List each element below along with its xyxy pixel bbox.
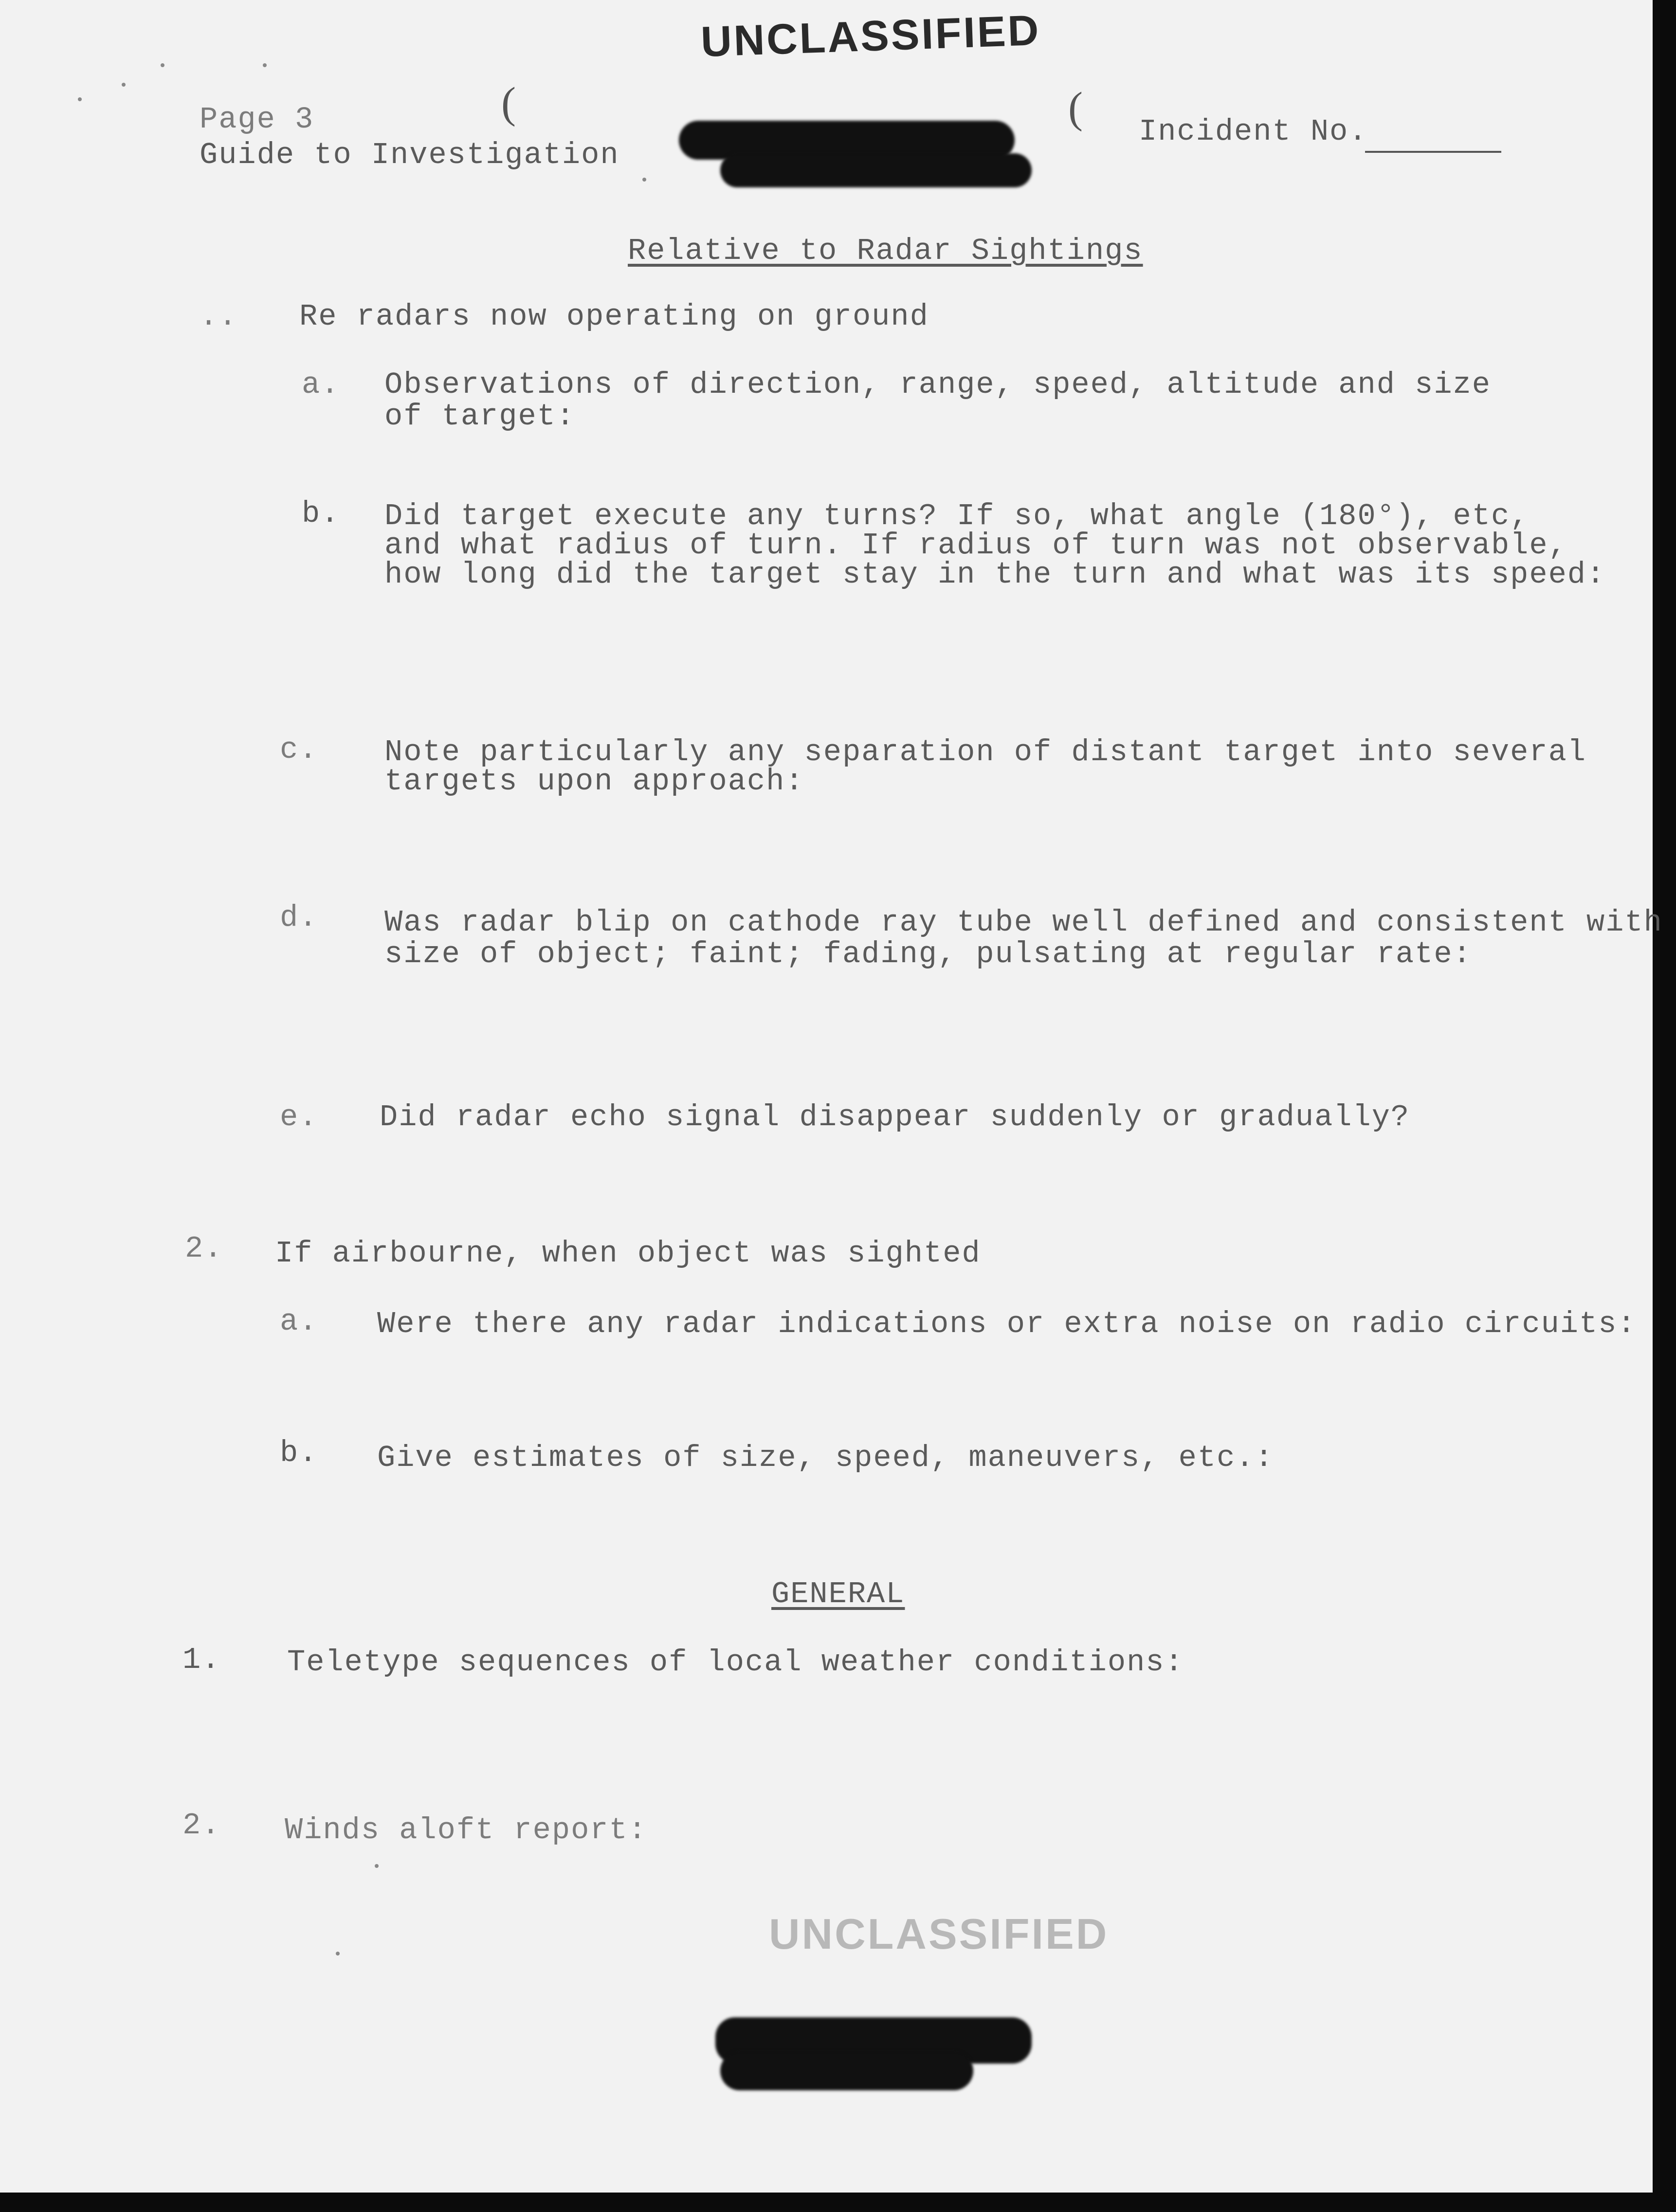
incident-label: Incident No. [1139,114,1368,149]
item-1b-letter: b. [302,496,340,531]
scan-edge-right [1653,0,1676,2212]
section-title-radar: Relative to Radar Sightings [628,234,1143,268]
scan-speck [122,83,126,87]
scan-speck [375,1864,379,1868]
item-2a-line-1: Were there any radar indications or extra noise on radio circuits: [377,1307,1637,1341]
item-1c-line-2: targets upon approach: [384,764,804,799]
guide-title: Guide to Investigation [200,138,619,172]
incident-number-blank [1365,151,1501,153]
item-1d-line-1: Was radar blip on cathode ray tube well defined and consistent with [384,905,1663,940]
item-2-number: 2. [185,1231,223,1266]
classification-stamp-bottom: UNCLASSIFIED [769,1910,1109,1958]
scan-speck [161,63,164,67]
item-2b-letter: b. [280,1436,318,1470]
general-item-2-number: 2. [182,1808,221,1843]
redaction-bar-top-2 [720,153,1032,187]
scan-speck [336,1952,340,1956]
page-label: Page 3 [200,102,314,137]
paren-mark-right: ( [1068,84,1083,132]
item-1c-letter: c. [280,732,318,767]
item-1a-line-2: of target: [384,399,576,434]
item-1a-line-1: Observations of direction, range, speed, altitude and size [384,367,1491,402]
scan-edge-bottom [0,2193,1676,2212]
scan-speck [78,97,82,101]
redaction-bar-bottom-2 [720,2051,973,2090]
item-1b-line-3: how long did the target stay in the turn and what was its speed: [384,557,1606,592]
item-2a-letter: a. [280,1304,318,1339]
general-item-2-text: Winds aloft report: [285,1813,647,1847]
general-item-1-number: 1. [182,1643,221,1677]
item-1-number: .. [200,299,238,334]
general-item-1-text: Teletype sequences of local weather conditions: [287,1645,1184,1680]
scan-speck [263,63,267,67]
item-1b-line-1: Did target execute any turns? If so, what angle (180°), etc, [384,499,1530,533]
item-1e-letter: e. [280,1100,318,1134]
item-1c-line-1: Note particularly any separation of distant target into several [384,735,1586,769]
item-2-text: If airbourne, when object was sighted [275,1236,981,1271]
item-1d-letter: d. [280,900,318,935]
item-2b-line-1: Give estimates of size, speed, maneuvers, etc.: [377,1441,1274,1475]
item-1b-line-2: and what radius of turn. If radius of turn was not observable, [384,528,1567,563]
section-title-general: GENERAL [771,1577,905,1611]
item-1-text: Re radars now operating on ground [299,299,929,334]
item-1e-line-1: Did radar echo signal disappear suddenly or gradually? [380,1100,1410,1134]
item-1a-letter: a. [302,367,340,402]
classification-stamp-top: UNCLASSIFIED [700,5,1041,66]
paren-mark-left: ( [501,79,516,127]
item-1d-line-2: size of object; faint; fading, pulsating at regular rate: [384,937,1472,971]
scan-speck [642,178,646,182]
